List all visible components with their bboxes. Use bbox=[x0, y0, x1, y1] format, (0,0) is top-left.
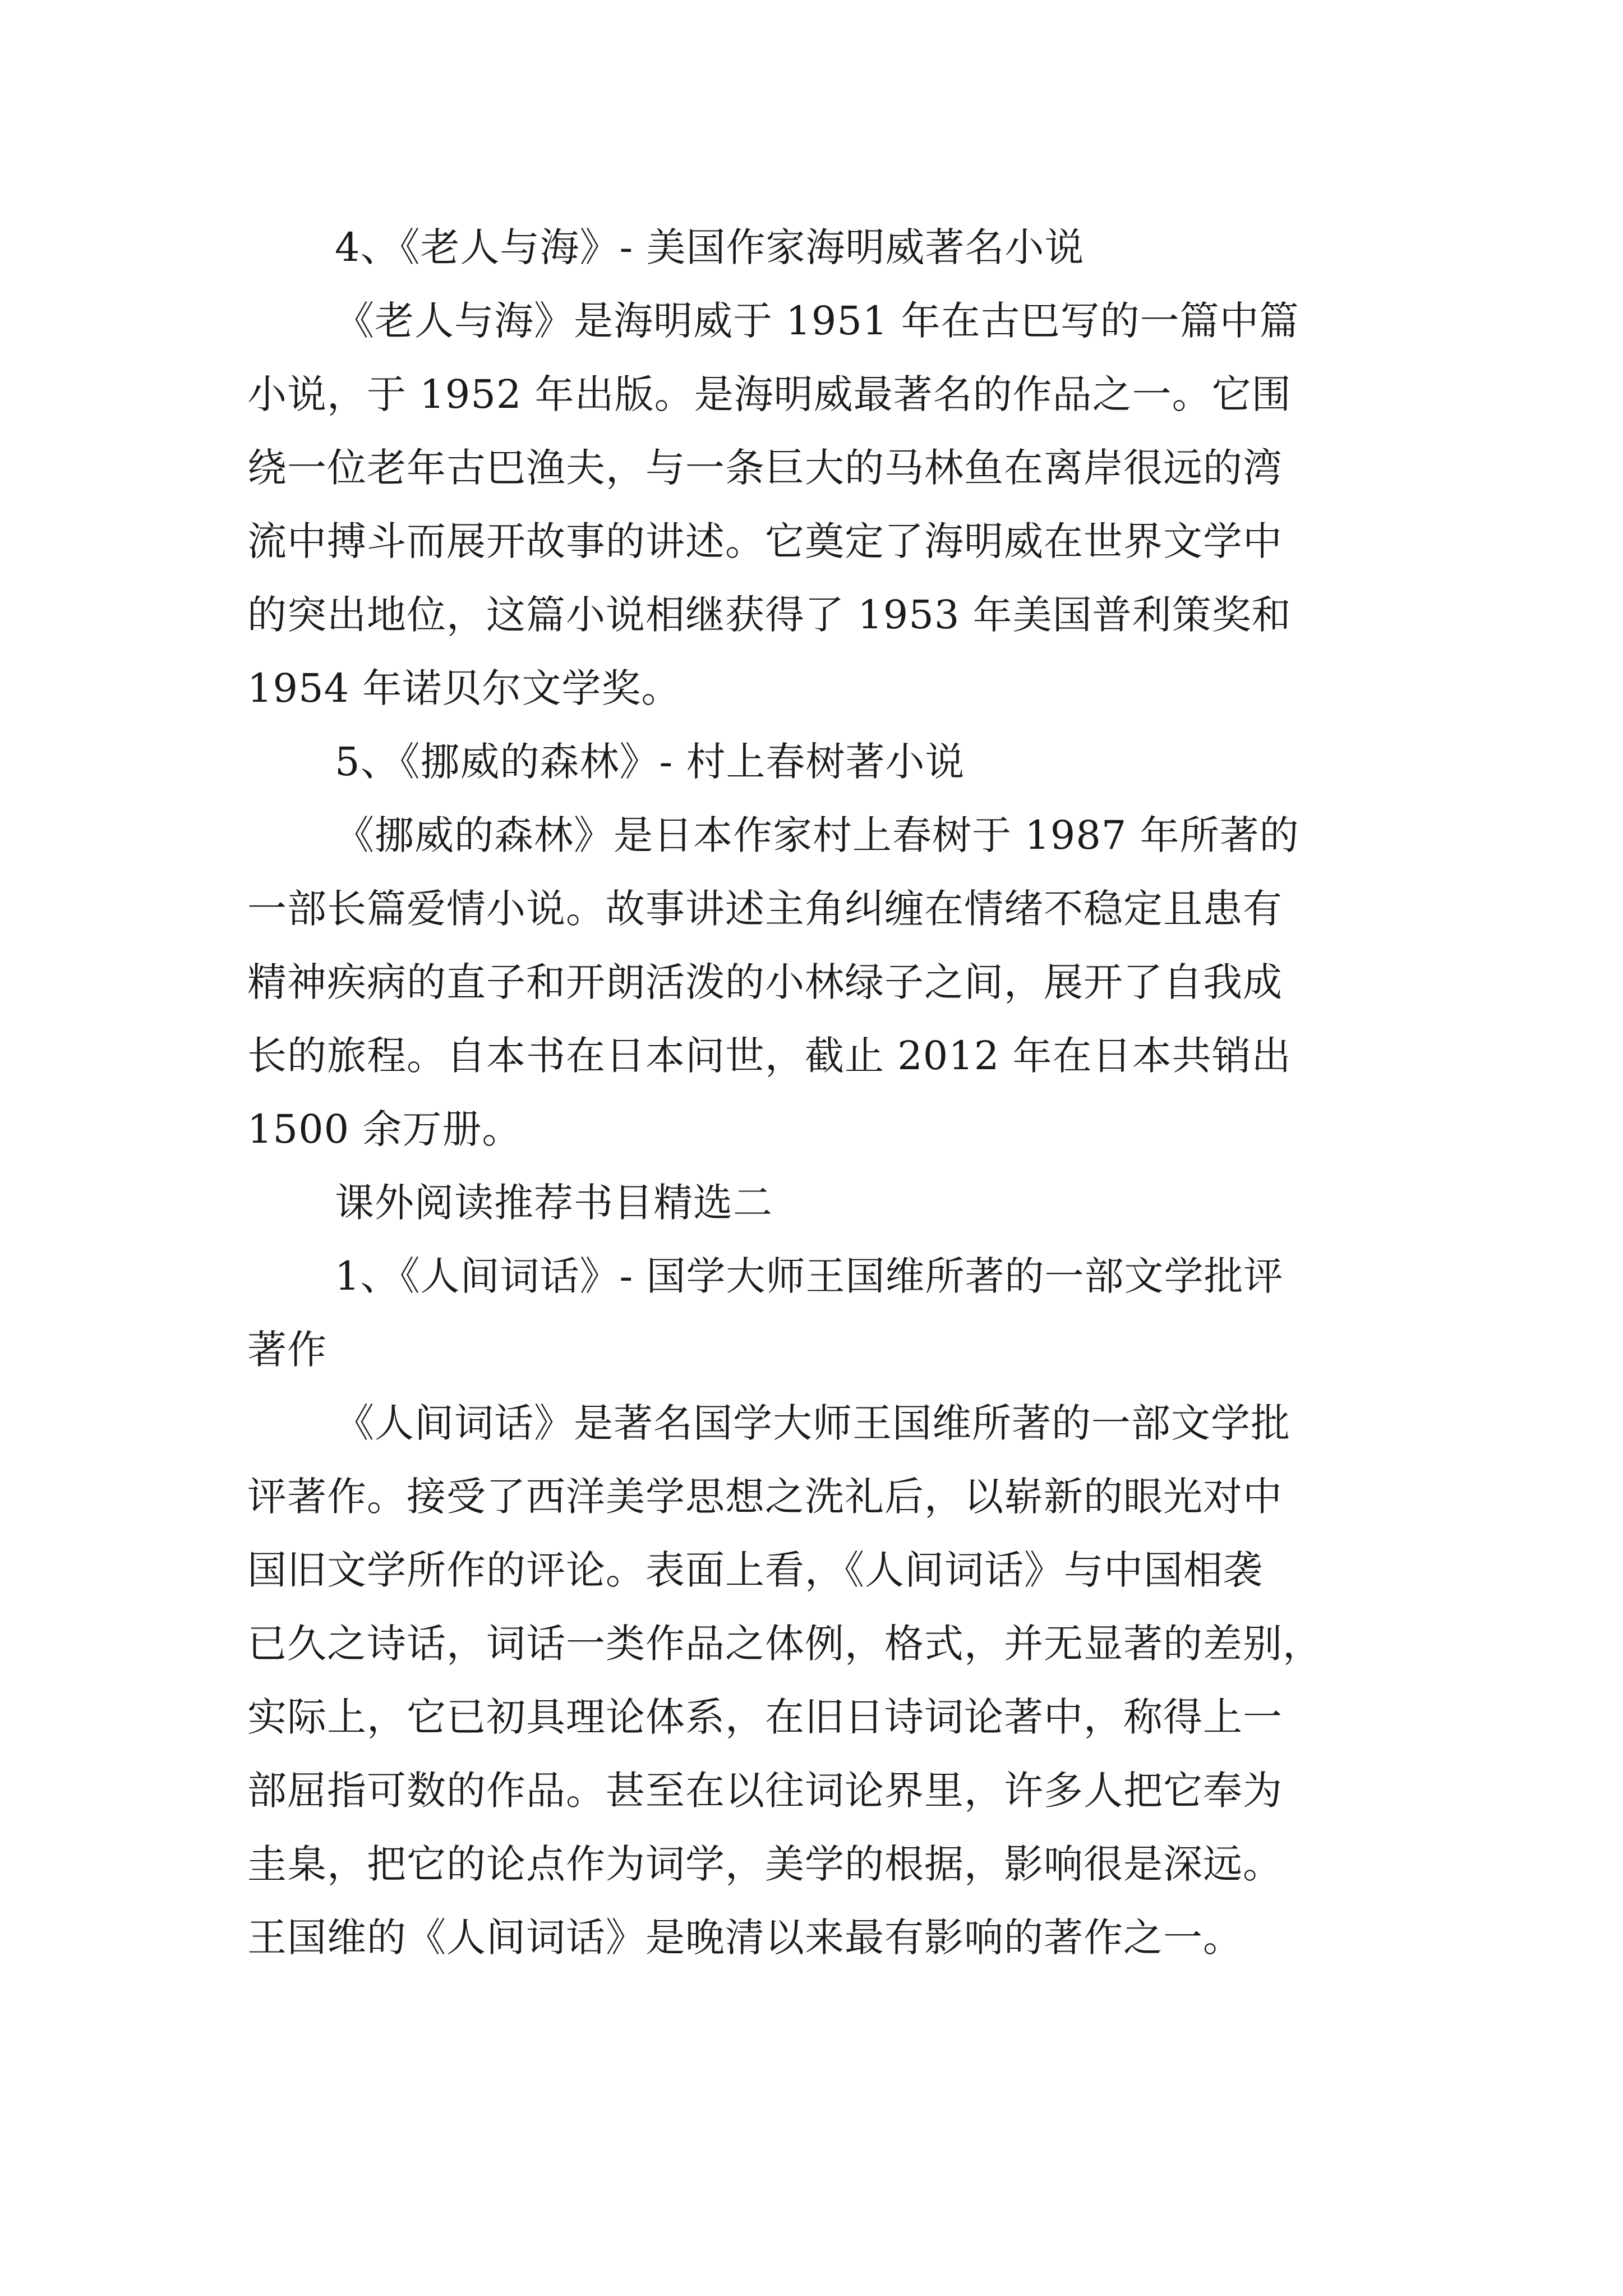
document-body bbox=[247, 211, 1414, 1975]
paragraph-line: 1500 余万册。 bbox=[247, 1106, 522, 1152]
paragraph-line: 《挪威的森林》是日本作家村上春树于 1987 年所著的 bbox=[335, 812, 1299, 858]
paragraph-line: 长的旅程。自本书在日本问世，截止 2012 年在日本共销出 bbox=[247, 1033, 1292, 1079]
paragraph-line: 的突出地位，这篇小说相继获得了 1953 年美国普利策奖和 bbox=[247, 592, 1292, 638]
paragraph-line: 一部长篇爱情小说。故事讲述主角纠缠在情绪不稳定且患有 bbox=[247, 886, 1283, 932]
paragraph-line: 已久之诗话，词话一类作品之体例，格式，并无显著的差别， bbox=[247, 1621, 1322, 1667]
paragraph-line: 《老人与海》是海明威于 1951 年在古巴写的一篇中篇 bbox=[335, 298, 1299, 344]
section-heading: 课外阅读推荐书目精选二 bbox=[335, 1180, 773, 1226]
paragraph-line: 《人间词话》是著名国学大师王国维所著的一部文学批 bbox=[335, 1400, 1290, 1446]
paragraph-line: 王国维的《人间词话》是晚清以来最有影响的著作之一。 bbox=[247, 1915, 1243, 1961]
paragraph-line: 绕一位老年古巴渔夫，与一条巨大的马林鱼在离岸很远的湾 bbox=[247, 445, 1283, 491]
paragraph-line: 评著作。接受了西洋美学思想之洗礼后，以崭新的眼光对中 bbox=[247, 1474, 1283, 1520]
heading-line-continued: 著作 bbox=[247, 1327, 327, 1373]
heading-norwegian-wood: 5、《挪威的森林》- 村上春树著小说 bbox=[335, 739, 965, 785]
paragraph-line: 部屈指可数的作品。甚至在以往词论界里，许多人把它奉为 bbox=[247, 1768, 1283, 1814]
heading-renjian-cihua: 1、《人间词话》- 国学大师王国维所著的一部文学批评 bbox=[335, 1253, 1284, 1299]
paragraph-line: 流中搏斗而展开故事的讲述。它奠定了海明威在世界文学中 bbox=[247, 518, 1283, 564]
paragraph-line: 精神疾病的直子和开朗活泼的小林绿子之间，展开了自我成 bbox=[247, 959, 1283, 1005]
paragraph-line: 实际上，它已初具理论体系，在旧日诗词论著中，称得上一 bbox=[247, 1694, 1283, 1740]
paragraph-line: 圭臬，把它的论点作为词学，美学的根据，影响很是深远。 bbox=[247, 1841, 1283, 1887]
heading-old-man-and-the-sea: 4、《老人与海》- 美国作家海明威著名小说 bbox=[335, 224, 1085, 270]
paragraph-line: 国旧文学所作的评论。表面上看，《人间词话》与中国相袭 bbox=[247, 1547, 1263, 1593]
paragraph-line: 小说，于 1952 年出版。是海明威最著名的作品之一。它围 bbox=[247, 371, 1292, 417]
paragraph-line: 1954 年诺贝尔文学奖。 bbox=[247, 665, 681, 711]
